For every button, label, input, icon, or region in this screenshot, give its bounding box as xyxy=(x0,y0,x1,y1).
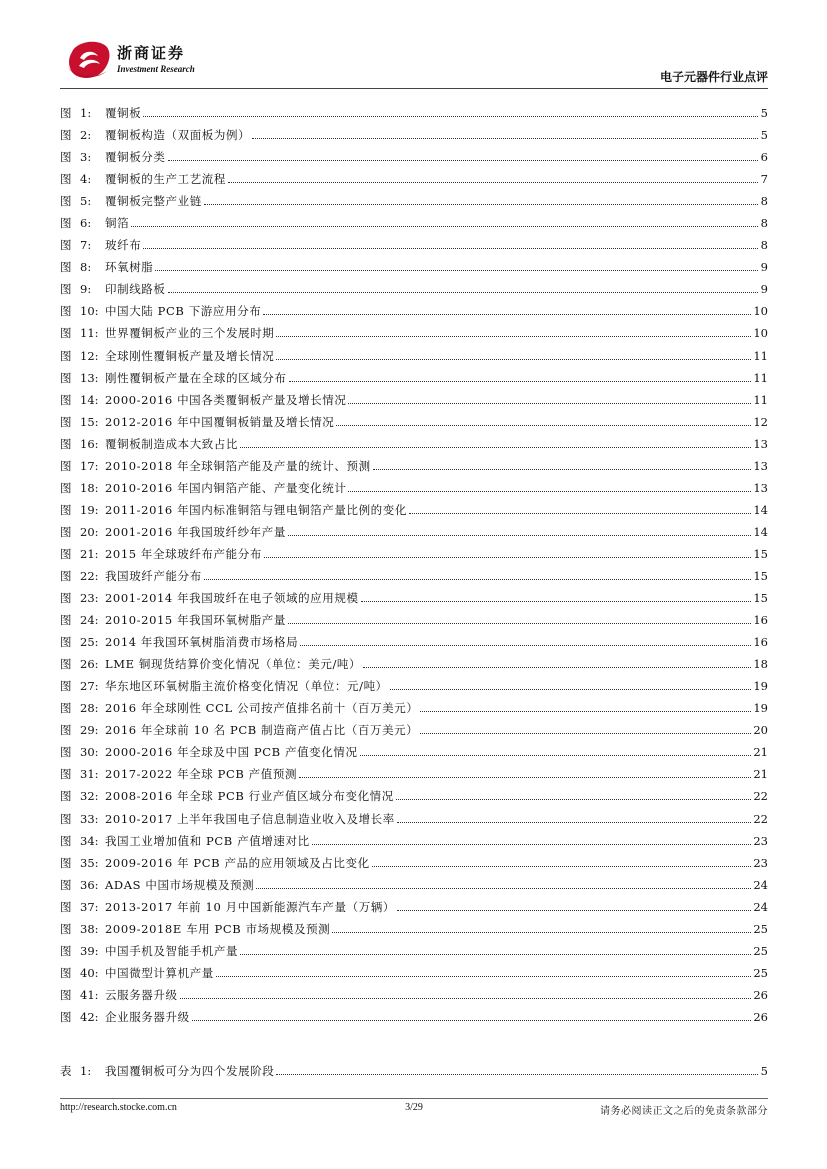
figure-entry-title: 华东地区环氧树脂主流价格变化情况（单位：元/吨） xyxy=(105,679,388,694)
figure-entry-page: 10 xyxy=(753,304,768,319)
figure-entry[interactable] xyxy=(60,168,768,190)
page-header xyxy=(60,38,768,88)
figure-entry-number: 23: xyxy=(80,591,99,606)
figure-entry-prefix: 图 xyxy=(60,701,72,716)
leader-dots xyxy=(390,688,752,690)
figure-entry-page: 13 xyxy=(753,458,768,473)
figure-entry-prefix: 图 xyxy=(60,370,72,385)
figure-entry[interactable] xyxy=(60,367,768,389)
figure-entry-prefix: 图 xyxy=(60,524,72,539)
figure-entry-title: 我国玻纤产能分布 xyxy=(105,568,202,583)
figure-entry-number: 11: xyxy=(80,326,99,341)
leader-dots xyxy=(204,578,752,580)
leader-dots xyxy=(373,468,752,470)
figure-entry-prefix: 图 xyxy=(60,150,72,165)
leader-dots xyxy=(420,732,751,734)
figure-entry[interactable] xyxy=(60,675,768,697)
figure-entry-title: 全球刚性覆铜板产量及增长情况 xyxy=(105,348,275,363)
leader-dots xyxy=(256,887,751,889)
table-entry-number: 1: xyxy=(80,1064,92,1078)
figure-entry-title: 2015 年全球玻纤布产能分布 xyxy=(105,546,262,561)
figure-entry[interactable] xyxy=(60,190,768,212)
figure-entry[interactable] xyxy=(60,565,768,587)
header-divider xyxy=(60,88,768,89)
leader-dots xyxy=(216,975,751,977)
figure-entry-page: 19 xyxy=(753,679,768,694)
figure-entry-title: 世界覆铜板产业的三个发展时期 xyxy=(105,326,275,341)
figure-entry[interactable] xyxy=(60,741,768,763)
figure-entry-number: 25: xyxy=(80,635,99,650)
figure-entry-title: 2016 年全球前 10 名 PCB 制造商产值占比（百万美元） xyxy=(105,723,419,738)
figure-entry-title: 2010-2016 年国内铜箔产能、产量变化统计 xyxy=(105,480,347,495)
figure-entry-number: 41: xyxy=(80,987,99,1002)
figure-entry-title: 2000-2016 年全球及中国 PCB 产值变化情况 xyxy=(105,745,358,760)
figure-entry-title: 覆铜板完整产业链 xyxy=(105,194,202,209)
figure-entry-number: 42: xyxy=(80,1009,99,1024)
figure-entry-prefix: 图 xyxy=(60,789,72,804)
figure-entry-title: 覆铜板构造（双面板为例） xyxy=(105,128,251,143)
leader-dots xyxy=(252,137,758,139)
figure-entry-page: 16 xyxy=(753,635,768,650)
figure-entry-prefix: 图 xyxy=(60,987,72,1002)
figure-entry-title: 企业服务器升级 xyxy=(105,1009,190,1024)
figure-entry-prefix: 图 xyxy=(60,436,72,451)
figure-entry[interactable] xyxy=(60,918,768,940)
figure-entry[interactable] xyxy=(60,234,768,256)
figure-entry-number: 14: xyxy=(80,392,99,407)
figure-entry-prefix: 图 xyxy=(60,238,72,253)
leader-dots xyxy=(263,313,751,315)
leader-dots xyxy=(264,556,751,558)
figure-entry[interactable] xyxy=(60,543,768,565)
figure-entry-title: 2013-2017 年前 10 月中国新能源汽车产量（万辆） xyxy=(105,899,396,914)
figure-entry-prefix: 图 xyxy=(60,392,72,407)
figure-entry-number: 38: xyxy=(80,921,99,936)
leader-dots xyxy=(288,622,751,624)
figure-entry-page: 5 xyxy=(760,128,768,143)
leader-dots xyxy=(228,181,758,183)
figure-entry-page: 25 xyxy=(753,943,768,958)
figure-entry-page: 25 xyxy=(753,921,768,936)
figure-entry[interactable] xyxy=(60,609,768,631)
figure-entry-title: 2001-2014 年我国玻纤在电子领域的应用规模 xyxy=(105,591,359,606)
figure-entry-number: 22: xyxy=(80,568,99,583)
figure-entry-title: 2009-2018E 车用 PCB 市场规模及预测 xyxy=(105,921,331,936)
figure-entry[interactable] xyxy=(60,389,768,411)
figure-entry[interactable] xyxy=(60,763,768,785)
figure-entry-page: 8 xyxy=(760,194,768,209)
table-entry-page: 5 xyxy=(760,1064,768,1078)
figure-list xyxy=(60,102,768,1028)
leader-dots xyxy=(131,225,758,227)
figure-entry-title: 2017-2022 年全球 PCB 产值预测 xyxy=(105,767,298,782)
figure-entry-number: 16: xyxy=(80,436,99,451)
figure-entry-prefix: 图 xyxy=(60,635,72,650)
figure-entry-prefix: 图 xyxy=(60,458,72,473)
figure-entry-title: 刚性覆铜板产量在全球的区域分布 xyxy=(105,370,287,385)
figure-entry-number: 37: xyxy=(80,899,99,914)
figure-entry-number: 18: xyxy=(80,480,99,495)
figure-entry-title: 2010-2015 年我国环氧树脂产量 xyxy=(105,613,286,628)
figure-entry-number: 36: xyxy=(80,877,99,892)
figure-entry-page: 15 xyxy=(753,546,768,561)
figure-entry-prefix: 图 xyxy=(60,855,72,870)
figure-entry-title: 印制线路板 xyxy=(105,282,166,297)
figure-entry[interactable] xyxy=(60,653,768,675)
figure-entry[interactable] xyxy=(60,587,768,609)
leader-dots xyxy=(276,358,751,360)
leader-dots xyxy=(289,380,752,382)
figure-entry-title: 2010-2018 年全球铜箔产能及产量的统计、预测 xyxy=(105,458,371,473)
leader-dots xyxy=(348,490,751,492)
figure-entry-page: 18 xyxy=(753,657,768,672)
figure-entry-page: 24 xyxy=(753,877,768,892)
figure-entry-page: 8 xyxy=(760,238,768,253)
figure-entry[interactable] xyxy=(60,808,768,830)
leader-dots xyxy=(372,865,752,867)
figure-entry-prefix: 图 xyxy=(60,260,72,275)
figure-entry-page: 15 xyxy=(753,568,768,583)
figure-entry-title: 中国大陆 PCB 下游应用分布 xyxy=(105,304,262,319)
figure-entry-page: 23 xyxy=(753,855,768,870)
figure-entry-title: 2016 年全球刚性 CCL 公司按产值排名前十（百万美元） xyxy=(105,701,419,716)
leader-dots xyxy=(143,247,758,249)
figure-entry-number: 10: xyxy=(80,304,99,319)
figure-entry-page: 22 xyxy=(753,811,768,826)
figure-entry-prefix: 图 xyxy=(60,568,72,583)
figure-entry-page: 25 xyxy=(753,965,768,980)
leader-dots xyxy=(397,821,751,823)
figure-entry[interactable] xyxy=(60,1006,768,1028)
figure-entry[interactable] xyxy=(60,874,768,896)
figure-entry-prefix: 图 xyxy=(60,591,72,606)
figure-entry-page: 14 xyxy=(753,502,768,517)
figure-entry-page: 13 xyxy=(753,480,768,495)
figure-entry-prefix: 图 xyxy=(60,304,72,319)
figure-entry-prefix: 图 xyxy=(60,745,72,760)
figure-entry-page: 5 xyxy=(760,106,768,120)
leader-dots xyxy=(204,203,758,205)
figure-entry[interactable] xyxy=(60,256,768,278)
figure-entry-number: 5: xyxy=(80,194,92,209)
figure-entry-page: 7 xyxy=(760,172,768,187)
figure-entry[interactable] xyxy=(60,697,768,719)
figure-entry-title: 2014 年我国环氧树脂消费市场格局 xyxy=(105,635,299,650)
figure-entry-page: 9 xyxy=(760,260,768,275)
figure-entry-prefix: 图 xyxy=(60,414,72,429)
figure-entry-prefix: 图 xyxy=(60,106,72,120)
figure-entry-title: 2001-2016 年我国玻纤纱年产量 xyxy=(105,524,286,539)
figure-entry-page: 23 xyxy=(753,833,768,848)
figure-entry[interactable] xyxy=(60,455,768,477)
figure-entry[interactable] xyxy=(60,521,768,543)
figure-entry-prefix: 图 xyxy=(60,679,72,694)
figure-entry-title: 2010-2017 上半年我国电子信息制造业收入及增长率 xyxy=(105,811,395,826)
table-entry-prefix: 表 xyxy=(60,1064,72,1078)
figure-entry-number: 8: xyxy=(80,260,92,275)
leader-dots xyxy=(288,534,751,536)
figure-entry-page: 11 xyxy=(753,370,768,385)
leader-dots xyxy=(276,335,751,337)
figure-entry-prefix: 图 xyxy=(60,326,72,341)
figure-entry-title: 2012-2016 年中国覆铜板销量及增长情况 xyxy=(105,414,335,429)
figure-entry[interactable] xyxy=(60,411,768,433)
leader-dots xyxy=(420,710,751,712)
table-list xyxy=(60,1060,768,1082)
leader-dots xyxy=(155,269,758,271)
figure-entry-page: 24 xyxy=(753,899,768,914)
figure-entry[interactable] xyxy=(60,345,768,367)
figure-entry[interactable] xyxy=(60,433,768,455)
figure-entry-number: 40: xyxy=(80,965,99,980)
leader-dots xyxy=(240,953,751,955)
figure-entry-prefix: 图 xyxy=(60,1009,72,1024)
figure-entry-page: 19 xyxy=(753,701,768,716)
figure-entry-title: 2009-2016 年 PCB 产品的应用领域及占比变化 xyxy=(105,855,370,870)
figure-entry-title: 覆铜板制造成本大致占比 xyxy=(105,436,239,451)
figure-entry-prefix: 图 xyxy=(60,877,72,892)
figure-entry-prefix: 图 xyxy=(60,899,72,914)
figure-entry-prefix: 图 xyxy=(60,767,72,782)
figure-entry-prefix: 图 xyxy=(60,921,72,936)
figure-entry[interactable] xyxy=(60,278,768,300)
leader-dots xyxy=(360,754,752,756)
figure-entry-number: 3: xyxy=(80,150,92,165)
figure-entry[interactable] xyxy=(60,124,768,146)
figure-entry[interactable] xyxy=(60,984,768,1006)
figure-entry-page: 15 xyxy=(753,591,768,606)
figure-entry-prefix: 图 xyxy=(60,194,72,209)
figure-entry-page: 8 xyxy=(760,216,768,231)
figure-entry-prefix: 图 xyxy=(60,613,72,628)
figure-entry-page: 21 xyxy=(753,767,768,782)
figure-entry-prefix: 图 xyxy=(60,128,72,143)
figure-entry-page: 13 xyxy=(753,436,768,451)
figure-entry-title: 云服务器升级 xyxy=(105,987,178,1002)
figure-entry-number: 12: xyxy=(80,348,99,363)
figure-entry[interactable] xyxy=(60,896,768,918)
brand-name-en: Investment Research xyxy=(117,64,195,74)
figure-entry-page: 10 xyxy=(753,326,768,341)
figure-entry-page: 22 xyxy=(753,789,768,804)
figure-entry-prefix: 图 xyxy=(60,833,72,848)
figure-entry[interactable] xyxy=(60,300,768,322)
figure-entry-page: 12 xyxy=(753,414,768,429)
figure-entry-title: 中国微型计算机产量 xyxy=(105,965,214,980)
figure-entry-title: 环氧树脂 xyxy=(105,260,154,275)
figure-entry-page: 20 xyxy=(753,723,768,738)
figure-entry-page: 9 xyxy=(760,282,768,297)
figure-entry[interactable] xyxy=(60,940,768,962)
leader-dots xyxy=(168,159,759,161)
figure-entry-prefix: 图 xyxy=(60,502,72,517)
figure-entry-prefix: 图 xyxy=(60,657,72,672)
figure-entry-number: 35: xyxy=(80,855,99,870)
leader-dots xyxy=(361,600,752,602)
figure-entry-number: 39: xyxy=(80,943,99,958)
figure-entry-number: 6: xyxy=(80,216,92,231)
leader-dots xyxy=(336,424,751,426)
footer-page-number: 3/29 xyxy=(405,1102,423,1113)
leader-dots xyxy=(180,997,752,999)
figure-entry-prefix: 图 xyxy=(60,282,72,297)
leader-dots xyxy=(397,909,751,911)
figure-entry-number: 30: xyxy=(80,745,99,760)
figure-entry-page: 6 xyxy=(760,150,768,165)
leader-dots xyxy=(143,115,758,117)
figure-entry-page: 26 xyxy=(753,1009,768,1024)
leader-dots xyxy=(299,776,751,778)
figure-entry-number: 27: xyxy=(80,679,99,694)
figure-entry-number: 1: xyxy=(80,106,92,120)
figure-entry[interactable] xyxy=(60,477,768,499)
leader-dots xyxy=(300,644,751,646)
figure-entry-title: 覆铜板分类 xyxy=(105,150,166,165)
figure-entry-title: 铜箔 xyxy=(105,216,130,231)
figure-entry-title: 2008-2016 年全球 PCB 行业产值区域分布变化情况 xyxy=(105,789,394,804)
figure-entry-page: 21 xyxy=(753,745,768,760)
table-entry[interactable] xyxy=(60,1060,768,1082)
figure-entry-prefix: 图 xyxy=(60,172,72,187)
figure-entry-prefix: 图 xyxy=(60,811,72,826)
figure-entry-prefix: 图 xyxy=(60,965,72,980)
figure-entry-number: 2: xyxy=(80,128,92,143)
figure-entry-number: 19: xyxy=(80,502,99,517)
figure-entry-title: 覆铜板 xyxy=(105,106,142,120)
figure-entry-title: 我国工业增加值和 PCB 产值增速对比 xyxy=(105,833,310,848)
figure-entry-title: 覆铜板的生产工艺流程 xyxy=(105,172,226,187)
figure-entry-page: 26 xyxy=(753,987,768,1002)
figure-entry-number: 31: xyxy=(80,767,99,782)
zheshang-logo-icon xyxy=(66,38,112,80)
leader-dots xyxy=(168,291,759,293)
figure-entry[interactable] xyxy=(60,719,768,741)
figure-entry-prefix: 图 xyxy=(60,348,72,363)
figure-entry-number: 24: xyxy=(80,613,99,628)
figure-entry-number: 4: xyxy=(80,172,92,187)
figure-entry-number: 21: xyxy=(80,546,99,561)
figure-entry-number: 17: xyxy=(80,458,99,473)
figure-entry-number: 9: xyxy=(80,282,92,297)
figure-entry-page: 16 xyxy=(753,613,768,628)
leader-dots xyxy=(396,798,751,800)
figure-entry[interactable] xyxy=(60,962,768,984)
figure-entry-title: 中国手机及智能手机产量 xyxy=(105,943,239,958)
figure-entry[interactable] xyxy=(60,852,768,874)
figure-entry[interactable] xyxy=(60,212,768,234)
figure-entry-number: 13: xyxy=(80,370,99,385)
footer-url[interactable]: http://research.stocke.com.cn xyxy=(60,1102,177,1113)
figure-entry-title: 2011-2016 年国内标准铜箔与锂电铜箔产量比例的变化 xyxy=(105,502,407,517)
figure-entry[interactable] xyxy=(60,785,768,807)
figure-entry[interactable] xyxy=(60,631,768,653)
figure-entry-number: 33: xyxy=(80,811,99,826)
brand-name-cn: 浙商证券 xyxy=(117,44,186,62)
figure-entry-page: 11 xyxy=(753,348,768,363)
figure-entry-title: LME 铜现货结算价变化情况（单位：美元/吨） xyxy=(105,657,362,672)
figure-entry-number: 15: xyxy=(80,414,99,429)
figure-entry-number: 34: xyxy=(80,833,99,848)
figure-entry[interactable] xyxy=(60,146,768,168)
figure-entry-prefix: 图 xyxy=(60,943,72,958)
report-category: 电子元器件行业点评 xyxy=(659,70,768,84)
footer-divider xyxy=(60,1098,768,1099)
figure-entry-prefix: 图 xyxy=(60,480,72,495)
figure-entry-title: 玻纤布 xyxy=(105,238,142,253)
footer-disclaimer: 请务必阅读正文之后的免责条款部分 xyxy=(600,1106,768,1117)
leader-dots xyxy=(276,1073,758,1075)
figure-entry-prefix: 图 xyxy=(60,723,72,738)
figure-entry[interactable] xyxy=(60,322,768,344)
leader-dots xyxy=(240,446,751,448)
leader-dots xyxy=(312,843,752,845)
leader-dots xyxy=(348,402,751,404)
figure-entry[interactable] xyxy=(60,499,768,521)
figure-entry-title: ADAS 中国市场规模及预测 xyxy=(105,877,255,892)
figure-entry-number: 32: xyxy=(80,789,99,804)
leader-dots xyxy=(192,1019,752,1021)
figure-entry-page: 14 xyxy=(753,524,768,539)
figure-entry-number: 7: xyxy=(80,238,92,253)
figure-entry-prefix: 图 xyxy=(60,216,72,231)
leader-dots xyxy=(332,931,751,933)
figure-entry-prefix: 图 xyxy=(60,546,72,561)
table-entry-title: 我国覆铜板可分为四个发展阶段 xyxy=(105,1064,275,1078)
figure-entry-title: 2000-2016 中国各类覆铜板产量及增长情况 xyxy=(105,392,347,407)
figure-entry-number: 20: xyxy=(80,524,99,539)
leader-dots xyxy=(363,666,751,668)
figure-entry-number: 29: xyxy=(80,723,99,738)
figure-entry[interactable] xyxy=(60,830,768,852)
figure-entry-number: 28: xyxy=(80,701,99,716)
figure-entry-number: 26: xyxy=(80,657,99,672)
leader-dots xyxy=(409,512,751,514)
figure-entry-page: 11 xyxy=(753,392,768,407)
figure-entry[interactable] xyxy=(60,102,768,124)
